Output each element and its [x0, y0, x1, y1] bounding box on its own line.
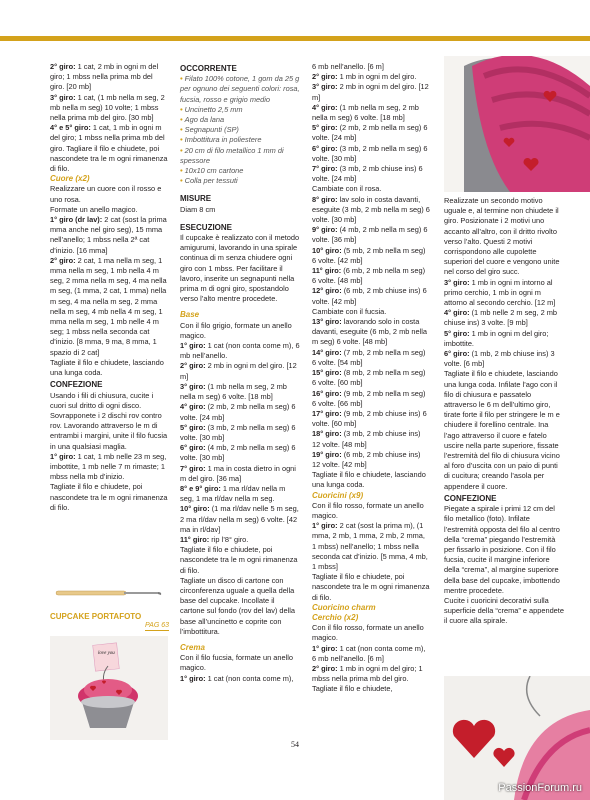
- paragraph: [444, 308, 564, 328]
- paragraph-text: (1 mb, 2 mb chiuse ins) 3 volte. [6 mb]: [444, 349, 555, 369]
- paragraph: [312, 664, 430, 684]
- round-label: 2° giro:: [50, 62, 76, 71]
- crema-heading: Crema: [180, 642, 205, 652]
- paragraph-text: (3 mb, 2 mb nella m seg) 6 volte. [30 mb]: [312, 143, 428, 163]
- cupcake-detail-photo: [444, 56, 590, 192]
- paragraph-text: Con il filo fucsia, formate un anello magico.: [180, 653, 293, 673]
- esecuzione-text: Il cupcake è realizzato con il metodo amigurumi, lavorando in una spirale continua di m senza chiudere ogni giro con 1 mbss. Per facilitare il lavoro, inserite un segnapunti nella prima m di ogni giro, spostandolo verso l’alto mentre procedete.: [180, 233, 300, 304]
- subsection-heading: Cerchio (x2): [312, 612, 359, 622]
- paragraph: [312, 409, 430, 429]
- paragraph: [180, 653, 300, 673]
- paragraph-text: Tagliate il filo e chiudete, lasciando una lunga coda.: [50, 357, 164, 378]
- round-label: 4° giro:: [180, 402, 206, 412]
- paragraph-text: (1 mb nelle 2 m seg, 2 mb chiuse ins) 3 volte. [9 mb]: [444, 308, 558, 328]
- paragraph: [312, 521, 430, 572]
- round-label: 9° giro:: [312, 225, 338, 235]
- paragraph-text: (4 mb, 2 mb nella m seg) 6 volte. [36 mb]: [312, 225, 428, 245]
- paragraph: [312, 501, 430, 521]
- paragraph-text: (1 ma rl/dav nelle 5 m seg, 2 ma rl/dav nella m seg) 6 volte. [42 ma in rl/dav]: [180, 504, 299, 534]
- paragraph: [312, 195, 430, 226]
- paragraph-text: 1 mb in ogni m del giro; imbottite.: [444, 328, 549, 348]
- paragraph-text: 1 cat, 2 mb in ogni m del giro; 1 mbss nella prima mb del giro. [20 mb]: [50, 62, 159, 92]
- subsection-heading: Cuoricini (x9): [312, 490, 364, 500]
- paragraph-text: Tagliate il filo e chiudete, poi nascondete tra le m ogni rimanenza di filo.: [180, 545, 298, 575]
- round-label: 15° giro:: [312, 368, 342, 378]
- paragraph: [312, 123, 430, 143]
- paragraph: [50, 358, 168, 378]
- paragraph: [444, 596, 564, 627]
- paragraph-text: 1 cat (non conta come m), 6 mb nell’anello.: [180, 341, 300, 361]
- paragraph-text: Cambiate con il rosa.: [312, 184, 382, 194]
- paragraph: [50, 482, 168, 513]
- paragraph-text: 1 ma rl/dav nella m seg, 1 ma rl/dav nella m seg.: [180, 483, 286, 504]
- paragraph-text: 1 cat (non conta come m), 6 mb nell’anello. [6 m]: [312, 643, 426, 663]
- paragraph-text: Tagliate il filo e chiudete, lasciando una lunga coda.: [312, 470, 426, 490]
- column-1: [50, 62, 168, 513]
- paragraph: [50, 93, 168, 124]
- paragraph-text: (5 mb, 2 mb nella m seg) 6 volte. [42 mb]: [312, 245, 426, 265]
- paragraph: [312, 348, 430, 368]
- material-item: • Colla per tessuti: [180, 176, 238, 186]
- cupcake-title: CUPCAKE PORTAFOTO: [50, 612, 142, 621]
- paragraph: [180, 423, 300, 443]
- paragraph-text: Tagliate il filo e chiudete,: [312, 684, 393, 694]
- paragraph-text: 2 cat (sost la prima m), (1 mma, 2 mb, 1 mma, 2 mb, 2 mma, 1 mbss) nell’anello; 1 mbss nella seconda cat d’inizio. [5 mma, 4 mb, 1 mbss]: [312, 521, 428, 571]
- paragraph: [444, 329, 564, 349]
- paragraph-text: Usando i fili di chiusura, cucite i cuori sul dritto di ogni disco. Sovrapponete i 2 dischi rov contro rov. Lavorando attraverso le m di entrambi i margini, unite il filo fucsia in una qualsiasi maglia.: [50, 390, 168, 451]
- paragraph: [444, 369, 564, 491]
- paragraph-text: 1 mb in ogni m del giro; 1 mbss nella prima mb del giro.: [312, 663, 423, 684]
- paragraph-text: 2 mb in ogni m del giro. [12 m]: [312, 82, 429, 102]
- subsection-heading: Cuore (x2): [50, 174, 90, 184]
- material-item: • 10x10 cm cartone: [180, 166, 244, 176]
- round-label: 1° giro:: [50, 451, 76, 461]
- paragraph-text: 2 cat (sost la prima mma anche nel giro seg), 15 mma nell’anello; 1 mbss nella 2ª cat d’inizio. [16 mma]: [50, 215, 167, 255]
- paragraph: [180, 361, 300, 381]
- material-item: • Uncinetto 2,5 mm: [180, 104, 243, 114]
- paragraph-text: (4 mb, 2 mb nella m seg) 6 volte. [30 mb]: [180, 443, 296, 463]
- paragraph: [312, 72, 430, 82]
- round-label: 1° giro (dr lav):: [50, 215, 103, 225]
- round-label: 4° giro:: [312, 102, 338, 112]
- round-label: 6° giro:: [180, 443, 206, 453]
- paragraph-text: 1 ma in costa dietro in ogni m del giro. [36 ma]: [180, 463, 296, 483]
- round-label: 2° giro:: [50, 255, 76, 265]
- paragraph-text: (3 mb, 2 mb chiuse ins) 6 volte. [24 mb]: [312, 164, 423, 184]
- round-label: 4° giro:: [444, 308, 470, 318]
- paragraph: [312, 103, 430, 123]
- paragraph: [312, 389, 430, 409]
- paragraph: [312, 246, 430, 266]
- paragraph-text: (3 mb, 2 mb nella m seg) 6 volte. [30 mb]: [180, 422, 296, 442]
- material-text: Ago da lana: [184, 115, 225, 125]
- round-label: 10° giro:: [180, 504, 210, 514]
- paragraph: [50, 391, 168, 452]
- paragraph-text: 1 mb in ogni m del giro.: [337, 72, 417, 82]
- round-label: 14° giro:: [312, 347, 342, 357]
- column-3: [312, 62, 430, 695]
- paragraph: [312, 62, 430, 72]
- paragraph: [312, 286, 430, 306]
- subsection-heading: Cuoricino charm: [312, 602, 376, 612]
- crochet-hook-photo: [52, 586, 164, 600]
- paragraph-text: (2 mb, 2 mb nella m seg) 6 volte. [24 mb]: [180, 402, 296, 422]
- paragraph: [312, 429, 430, 449]
- round-label: 1° giro:: [180, 673, 206, 683]
- paragraph-text: (6 mb, 2 mb chiuse ins) 12 volte. [42 mb]: [312, 449, 421, 469]
- paragraph-text: (7 mb, 2 mb nella m seg) 6 volte. [54 mb]: [312, 347, 426, 367]
- round-label: 12° giro:: [312, 286, 342, 296]
- top-band-area: [0, 0, 590, 40]
- paragraph-text: (9 mb, 2 mb chiuse ins) 6 volte. [60 mb]: [312, 408, 427, 429]
- paragraph: [312, 572, 430, 603]
- round-label: 17° giro:: [312, 408, 342, 418]
- round-label: 5° giro:: [180, 422, 206, 432]
- paragraph: [312, 266, 430, 286]
- material-text: Uncinetto 2,5 mm: [184, 104, 243, 114]
- paragraph: [180, 464, 300, 484]
- paragraph: [312, 644, 430, 664]
- round-label: 3° giro:: [312, 82, 338, 92]
- paragraph-text: Piegate a spirale i primi 12 cm del filo metallico (foto). Infilate l’estremità opposta del filo al centro della “crema” piegando l’estremità per fissarlo in posizione. Con il filo fucsia, cucite il margine inferiore della “crema”, al margine superiore della base del cupcake, imbottendo mentre procedete.: [444, 504, 560, 595]
- paragraph: [50, 184, 168, 204]
- paragraph: [50, 62, 168, 93]
- material-item: • Imbottitura in poliestere: [180, 135, 262, 145]
- round-label: 13° giro:: [312, 317, 342, 327]
- paragraph: [180, 484, 300, 504]
- paragraph: [50, 256, 168, 358]
- page-reference: PAG 63: [145, 622, 169, 629]
- paragraph: [50, 215, 168, 256]
- round-label: 2° giro:: [312, 72, 338, 82]
- section-heading: CONFEZIONE: [50, 380, 103, 390]
- paragraph: [312, 470, 430, 490]
- paragraph: [444, 278, 564, 309]
- paragraph-text: Realizzare un cuore con il rosso e uno rosa.: [50, 184, 162, 204]
- paragraph: [312, 317, 430, 348]
- card-text: love you: [98, 651, 115, 656]
- paragraph-text: Tagliate il filo e chiudete, poi nascondete tra le m ogni rimanenza di filo.: [50, 482, 168, 512]
- base-heading: Base: [180, 310, 200, 320]
- material-item: • Filato 100% cotone, 1 gom da 25 g per ognuno dei seguenti colori: rosa, fucsia, rosso e grigio medio: [180, 74, 300, 104]
- paragraph: [50, 123, 168, 174]
- paragraph: [180, 321, 300, 341]
- round-label: 10° giro:: [312, 245, 342, 255]
- paragraph: [180, 443, 300, 463]
- paragraph: [312, 184, 430, 194]
- paragraph-text: 2 cat, 1 ma nella m seg, 1 mma nella m seg, 1 mb nella 4 m seg, 2 mma nella m seg, 4 ma nella m seg, (1 mma, 2 cat, 1 mma) nella m seg, 4 ma nella m seg, 2 mma nella m seg, 4 mb nella 4 m seg, 1 mma nella m seg, 1 mb nelle 4 m seg; 1 mbss nella seconda cat d’inizio. [8 mma, 9 ma, 8 mma, 1 spazio di 2 cat]: [50, 255, 167, 357]
- paragraph: [312, 368, 430, 388]
- misure-heading: MISURE: [180, 194, 212, 204]
- paragraph-text: 1 cat, 1 mb in ogni m del giro; 1 mbss nella prima mb del giro. Tagliare il filo e chiudete, poi nascondete tra le m ogni rimanenza di filo.: [50, 123, 168, 174]
- round-label: 5° giro:: [312, 123, 338, 133]
- paragraph-text: 1 cat, 1 mb nelle 23 m seg, imbottite, 1 mb nelle 7 m rimaste; 1 mbss nella mb d’inizio.: [50, 451, 167, 482]
- round-label: 16° giro:: [312, 388, 342, 398]
- paragraph: [312, 623, 430, 643]
- round-label: 11° giro:: [312, 266, 342, 276]
- round-label: 3° giro:: [50, 92, 76, 102]
- paragraph-text: (2 mb, 2 mb nella m seg) 6 volte. [24 mb]: [312, 123, 428, 143]
- watermark: PassionForum.ru: [498, 782, 582, 794]
- materials-list: [180, 74, 300, 186]
- round-label: 7° giro:: [180, 463, 206, 473]
- round-label: 7° giro:: [312, 164, 338, 174]
- paragraph: [180, 576, 300, 637]
- paragraph: [312, 684, 430, 694]
- paragraph-text: Tagliate il filo e chiudete, lasciando una lunga coda. Infilate l’ago con il filo di chiusura e passatelo attraverso le 6 m dell’ultimo giro, tirate forte il filo per stringere le m e chiudere il forellino centrale. Ina l’ago attraverso il cuore e fatelo uscire nella parte superiore, fissate l’estremità del filo di chiusura vicino al foro d’uscita con un paio di punti di cucitura; creando l’asola per appendere il cuore.: [444, 369, 560, 491]
- paragraph: [180, 341, 300, 361]
- paragraph: [180, 504, 300, 535]
- page-number: 54: [291, 740, 299, 749]
- round-label: 6° giro:: [444, 349, 470, 359]
- paragraph-text: lav solo in costa davanti, eseguite (3 mb, 2 mb nella m seg) 6 volte. [30 mb]: [312, 194, 430, 225]
- paragraph: [180, 535, 300, 545]
- paragraph-text: Con il filo rosso, formate un anello magico.: [312, 500, 424, 520]
- paragraph-text: Tagliate il filo e chiudete, poi nascondete tra le m ogni rimanenza di filo.: [312, 572, 430, 602]
- paragraph: [312, 82, 430, 102]
- round-label: 1° giro:: [312, 643, 338, 653]
- paragraph-text: (6 mb, 2 mb chiuse ins) 6 volte. [42 mb]: [312, 286, 427, 306]
- paragraph-text: 1 cat (non conta come m),: [205, 673, 294, 683]
- round-label: 8° e 9° giro:: [180, 483, 221, 493]
- paragraph: [50, 452, 168, 483]
- paragraph: [180, 674, 300, 684]
- material-text: Filato 100% cotone, 1 gom da 25 g per ognuno dei seguenti colori: rosa, fucsia, rosso e grigio medio: [180, 74, 300, 104]
- paragraph-text: (3 mb, 2 mb chiuse ins) 12 volte. [48 mb]: [312, 429, 421, 449]
- round-label: 11° giro:: [180, 534, 210, 544]
- paragraph-text: 1 mb in ogni m intorno al primo cerchio, 1 mb in ogni m attorno al secondo cerchio. [12 m]: [444, 277, 556, 308]
- section-heading: CONFEZIONE: [444, 493, 497, 503]
- top-color-band: [0, 36, 590, 41]
- paragraph: [312, 225, 430, 245]
- paragraph-text: Cambiate con il fucsia.: [312, 306, 387, 316]
- paragraph-text: lavorando solo in costa davanti, eseguite (6 mb, 2 mb nella m seg) 6 volte. [48 mb]: [312, 317, 428, 347]
- occorrente-heading: OCCORRENTE: [180, 64, 237, 73]
- paragraph: [312, 144, 430, 164]
- round-label: 3° giro:: [444, 277, 470, 287]
- esecuzione-heading: ESECUZIONE: [180, 222, 233, 232]
- column-4: [444, 196, 564, 627]
- paragraph: [444, 504, 564, 596]
- paragraph: [444, 196, 564, 278]
- paragraph-text: Formate un anello magico.: [50, 204, 138, 214]
- material-item: • Ago da lana: [180, 115, 225, 125]
- round-label: 19° giro:: [312, 449, 342, 459]
- material-item: • 20 cm di filo metallico 1 mm di spessore: [180, 145, 284, 165]
- paragraph: [444, 349, 564, 369]
- paragraph-text: Con il filo rosso, formate un anello magico.: [312, 623, 424, 643]
- paragraph: [312, 164, 430, 184]
- paragraph-text: rip l’8° giro.: [209, 534, 249, 544]
- round-label: 6° giro:: [312, 143, 338, 153]
- cupcake-photo: [50, 636, 168, 740]
- paragraph: [312, 307, 430, 317]
- round-label: 1° giro:: [312, 521, 338, 531]
- paragraph: [312, 450, 430, 470]
- paragraph: [50, 205, 168, 215]
- material-item: • Segnapunti (SP): [180, 125, 239, 135]
- column-2: [180, 62, 300, 684]
- round-label: 2° giro:: [312, 663, 338, 673]
- material-text: 10x10 cm cartone: [184, 166, 244, 176]
- paragraph-text: (9 mb, 2 mb nella m seg) 6 volte. [66 mb]: [312, 388, 426, 408]
- round-label: 4° e 5° giro:: [50, 123, 91, 133]
- round-label: 8° giro:: [312, 194, 338, 204]
- paragraph: [180, 545, 300, 576]
- paragraph: [180, 402, 300, 422]
- paragraph-text: Tagliate un disco di cartone con circonferenza uguale a quella della base del cupcake. Incollate il cartone sul fondo (rov del lav) della base all’uncinetto e coprite con l’imbottitura.: [180, 575, 296, 636]
- paragraph-text: Realizzate un secondo motivo uguale e, al termine non chiudete il giro. Posizionate i 2 motivi uno accanto all’altro, con il dritto rivolto verso l’alto. Questi 2 motivi corrispondono alle cupolette superiori del cuore e vengono unite nel corso del giro succ.: [444, 196, 560, 277]
- paragraph-text: Cucite i cuoricini decorativi sulla superficie della “crema” e appendete il cuore alla spirale.: [444, 595, 564, 626]
- round-label: 18° giro:: [312, 429, 342, 439]
- round-label: 1° giro:: [180, 341, 206, 351]
- material-text: 20 cm di filo metallico 1 mm di spessore: [180, 145, 284, 165]
- material-text: Imbottitura in poliestere: [184, 135, 262, 145]
- paragraph-text: 1 cat, (1 mb nella m seg, 2 mb nella m seg) 10 volte; 1 mbss nella prima mb del giro. [30 mb]: [50, 92, 165, 123]
- paragraph-text: 2 mb in ogni m del giro. [12 m]: [180, 361, 297, 381]
- paragraph-text: (6 mb, 2 mb nella m seg) 6 volte. [48 mb]: [312, 266, 426, 286]
- round-label: 3° giro:: [180, 381, 206, 391]
- material-text: Segnapunti (SP): [184, 125, 239, 135]
- round-label: 5° giro:: [444, 328, 470, 338]
- paragraph-text: 6 mb nell’anello. [6 m]: [312, 62, 384, 71]
- paragraph-text: Con il filo grigio, formate un anello magico.: [180, 320, 292, 340]
- material-text: Colla per tessuti: [184, 176, 238, 186]
- paragraph-text: (1 mb nella m seg, 2 mb nella m seg) 6 volte. [18 mb]: [180, 381, 287, 402]
- misure-text: Diam 8 cm: [180, 204, 216, 214]
- paragraph-text: (8 mb, 2 mb nella m seg) 6 volte. [60 mb]: [312, 368, 426, 388]
- paragraph: [180, 382, 300, 402]
- round-label: 2° giro:: [180, 361, 206, 371]
- paragraph-text: (1 mb nella m seg, 2 mb nella m seg) 6 volte. [18 mb]: [312, 102, 419, 123]
